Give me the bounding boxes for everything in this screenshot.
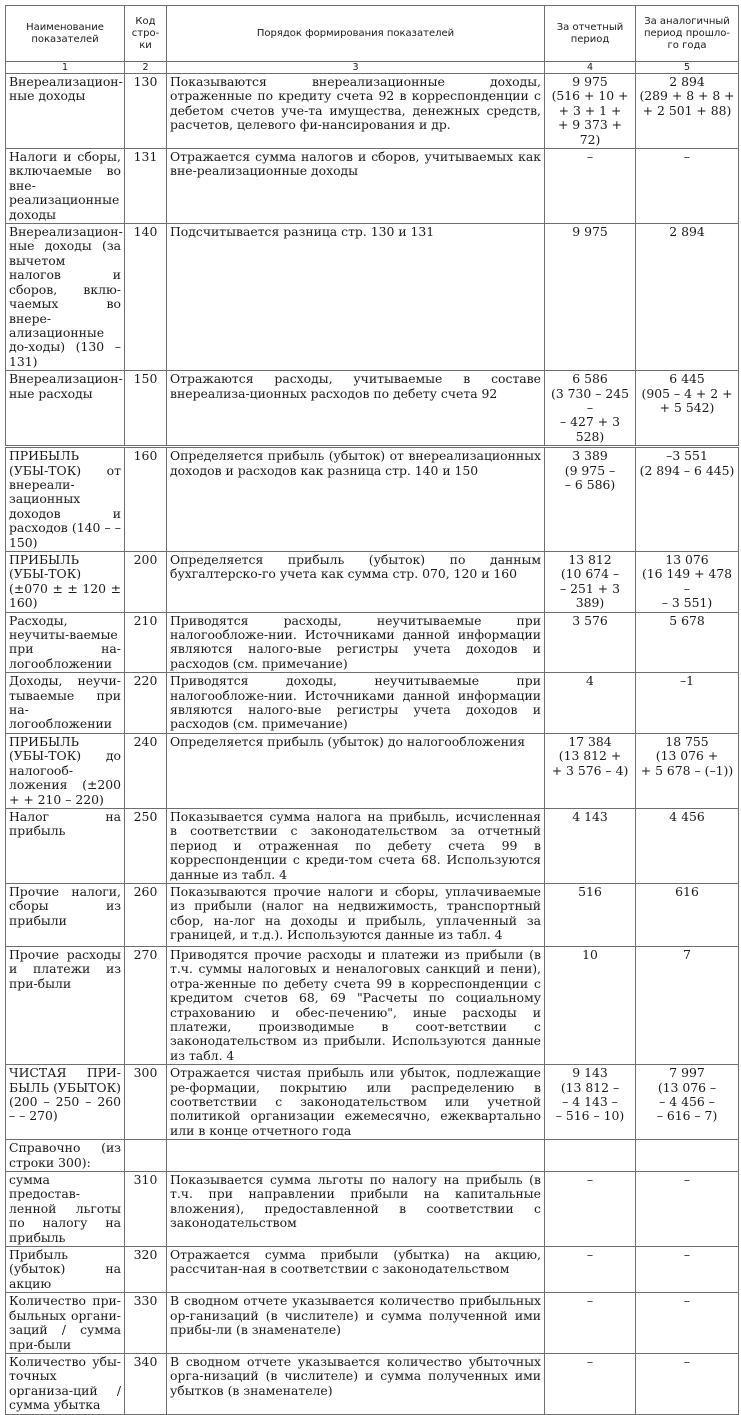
- formation-order-cell: Показываются прочие налоги и сборы, уплачиваемые из прибыли (налог на недвижимость, транспортный сбор, на-лог на доходы и прибыль, уплаченный за границей, и т.д.). Используются данные из табл. 4: [167, 883, 545, 946]
- indicator-name-cell: Прибыль (убыток) на акцию: [6, 1247, 125, 1293]
- current-period-value-cell: –: [545, 149, 636, 224]
- table-row: [6, 224, 739, 371]
- line-code-cell: 150: [125, 371, 167, 447]
- line-code-cell: 260: [125, 883, 167, 946]
- previous-period-value-cell: 2 894 (289 + 8 + 8 + + 2 501 + 88): [636, 74, 739, 149]
- formation-order-cell: [167, 1140, 545, 1172]
- previous-period-value-cell: –: [636, 1247, 739, 1293]
- formation-order-cell: Приводятся доходы, неучитываемые при налогообложе-нии. Источниками данной информации являются налого-вые регистры учета доходов и расходов (см. примечание): [167, 673, 545, 734]
- column-number-row: [6, 62, 739, 74]
- current-period-value-cell: –: [545, 1247, 636, 1293]
- indicator-name-cell: Налог на прибыль: [6, 808, 125, 883]
- previous-period-value-cell: 7 997 (13 076 – – 4 456 – – 616 – 7): [636, 1065, 739, 1140]
- indicator-name-cell: Доходы, неучи-тываемые при на-логообложении: [6, 673, 125, 734]
- header-line-code: Код стро-ки: [125, 6, 167, 62]
- previous-period-value-cell: [636, 1140, 739, 1172]
- formation-order-cell: Показывается сумма льготы по налогу на прибыль (в т.ч. при направлении прибыли на капитальные вложения), предоставленной в соответствии с законодательством: [167, 1172, 545, 1247]
- column-number: 5: [636, 62, 739, 74]
- formation-order-cell: Отражается сумма прибыли (убытка) на акцию, рассчитан-ная в соответствии с законодательством: [167, 1247, 545, 1293]
- previous-period-value-cell: 2 894: [636, 224, 739, 371]
- previous-period-value-cell: –1: [636, 673, 739, 734]
- column-number: 4: [545, 62, 636, 74]
- previous-period-value-cell: 6 445 (905 – 4 + 2 + + 5 542): [636, 371, 739, 447]
- table-row: [6, 946, 739, 1064]
- line-code-cell: 250: [125, 808, 167, 883]
- indicator-name-cell: Прочие расходы и платежи из при-были: [6, 946, 125, 1064]
- current-period-value-cell: –: [545, 1293, 636, 1354]
- header-formation-order: Порядок формирования показателей: [167, 6, 545, 62]
- table-row: [6, 673, 739, 734]
- indicator-name-cell: Количество убы-точных организа-ций / сумма убытка: [6, 1353, 125, 1414]
- current-period-value-cell: 3 389 (9 975 – – 6 586): [545, 447, 636, 552]
- indicator-name-cell: Прочие налоги, сборы из прибыли: [6, 883, 125, 946]
- header-row: [6, 6, 739, 62]
- previous-period-value-cell: 18 755 (13 076 + + 5 678 – (–1)): [636, 733, 739, 808]
- line-code-cell: 270: [125, 946, 167, 1064]
- current-period-value-cell: 4 143: [545, 808, 636, 883]
- table-row: [6, 1353, 739, 1414]
- table-row: [6, 74, 739, 149]
- header-current-period: За отчетный период: [545, 6, 636, 62]
- indicator-name-cell: ПРИБЫЛЬ (УБЫ-ТОК) (±070 ± ± 120 ± 160): [6, 552, 125, 613]
- line-code-cell: 300: [125, 1065, 167, 1140]
- table-row: [6, 733, 739, 808]
- report-document: [5, 5, 738, 1415]
- formation-order-cell: В сводном отчете указывается количество прибыльных ор-ганизаций (в числителе) и сумма полученной ими прибы-ли (в знаменателе): [167, 1293, 545, 1354]
- formation-order-cell: Определяется прибыль (убыток) до налогообложения: [167, 733, 545, 808]
- formation-order-cell: Отражаются расходы, учитываемые в составе внереализа-ционных расходов по дебету счета 92: [167, 371, 545, 447]
- formation-order-cell: Показываются внереализационные доходы, отраженные по кредиту счета 92 в корреспонденции с дебетом счетов уче-та имущества, денежных средств, расчетов, целевого фи-нансирования и др.: [167, 74, 545, 149]
- previous-period-value-cell: –: [636, 149, 739, 224]
- table-row: [6, 1247, 739, 1293]
- formation-order-cell: Отражается чистая прибыль или убыток, подлежащие ре-формации, покрытию или распределению в соответствии с законодательством или учетной политикой организации ежемесячно, ежеквартально или в конце отчетного года: [167, 1065, 545, 1140]
- formation-order-cell: Приводятся расходы, неучитываемые при налогообложе-нии. Источниками данной информации являются налого-вые регистры учета доходов и расходов (см. примечание): [167, 612, 545, 673]
- header-previous-period: За аналогичный период прошло-го года: [636, 6, 739, 62]
- table-row: [6, 371, 739, 447]
- line-code-cell: 200: [125, 552, 167, 613]
- table-row: [6, 883, 739, 946]
- line-code-cell: 131: [125, 149, 167, 224]
- indicator-name-cell: Внереализацион-ные доходы (за вычетом налогов и сборов, вклю-чаемых во внере-ализационные до-ходы) (130 – 131): [6, 224, 125, 371]
- current-period-value-cell: 10: [545, 946, 636, 1064]
- formation-order-cell: В сводном отчете указывается количество убыточных орга-низаций (в числителе) и сумма полученных ими убытков (в знаменателе): [167, 1353, 545, 1414]
- current-period-value-cell: 6 586 (3 730 – 245 – – 427 + 3 528): [545, 371, 636, 447]
- formation-order-cell: Приводятся прочие расходы и платежи из прибыли (в т.ч. суммы налоговых и неналоговых санкций и пени), отра-женные по дебету счета 99 в корреспонденции с кредитом счетов 68, 69 "Расчеты по социальному страхованию и обес-печению", иные расходы и платежи, производимые в соот-ветствии с законодательством из прибыли. Используются данные из табл. 4: [167, 946, 545, 1064]
- column-number: 2: [125, 62, 167, 74]
- line-code-cell: 340: [125, 1353, 167, 1414]
- previous-period-value-cell: –: [636, 1293, 739, 1354]
- current-period-value-cell: –: [545, 1353, 636, 1414]
- current-period-value-cell: 13 812 (10 674 – – 251 + 3 389): [545, 552, 636, 613]
- previous-period-value-cell: 13 076 (16 149 + 478 – – 3 551): [636, 552, 739, 613]
- line-code-cell: 130: [125, 74, 167, 149]
- indicator-name-cell: ПРИБЫЛЬ (УБЫ-ТОК) до налогооб-ложения (±200 + + 210 – 220): [6, 733, 125, 808]
- indicator-name-cell: Расходы, неучиты-ваемые при на-логообложении: [6, 612, 125, 673]
- current-period-value-cell: 9 143 (13 812 – – 4 143 – – 516 – 10): [545, 1065, 636, 1140]
- previous-period-value-cell: 4 456: [636, 808, 739, 883]
- indicator-name-cell: Внереализацион-ные доходы: [6, 74, 125, 149]
- formation-order-cell: Отражается сумма налогов и сборов, учитываемых как вне-реализационные доходы: [167, 149, 545, 224]
- current-period-value-cell: 4: [545, 673, 636, 734]
- current-period-value-cell: 3 576: [545, 612, 636, 673]
- line-code-cell: 330: [125, 1293, 167, 1354]
- profit-report-table: [5, 5, 739, 1415]
- table-row: [6, 149, 739, 224]
- indicator-name-cell: ЧИСТАЯ ПРИ-БЫЛЬ (УБЫТОК) (200 – 250 – 260 – – 270): [6, 1065, 125, 1140]
- previous-period-value-cell: 7: [636, 946, 739, 1064]
- table-row: [6, 447, 739, 552]
- current-period-value-cell: 9 975: [545, 224, 636, 371]
- current-period-value-cell: 9 975 (516 + 10 + + 3 + 1 + + 9 373 + 72): [545, 74, 636, 149]
- line-code-cell: [125, 1140, 167, 1172]
- table-row: [6, 1172, 739, 1247]
- previous-period-value-cell: –: [636, 1353, 739, 1414]
- previous-period-value-cell: –3 551 (2 894 – 6 445): [636, 447, 739, 552]
- previous-period-value-cell: 616: [636, 883, 739, 946]
- table-row: [6, 808, 739, 883]
- line-code-cell: 240: [125, 733, 167, 808]
- column-number: 3: [167, 62, 545, 74]
- header-indicator-name: Наименование показателей: [6, 6, 125, 62]
- table-row: [6, 552, 739, 613]
- indicator-name-cell: сумма предостав-ленной льготы по налогу на прибыль: [6, 1172, 125, 1247]
- current-period-value-cell: 516: [545, 883, 636, 946]
- current-period-value-cell: [545, 1140, 636, 1172]
- formation-order-cell: Определяется прибыль (убыток) по данным бухгалтерско-го учета как сумма стр. 070, 120 и 160: [167, 552, 545, 613]
- line-code-cell: 160: [125, 447, 167, 552]
- indicator-name-cell: Количество при-быльных органи-заций / сумма при-были: [6, 1293, 125, 1354]
- formation-order-cell: Показывается сумма налога на прибыль, исчисленная в соответствии с законодательством за отчетный период и отраженная по дебету счета 99 в корреспонденции с креди-том счета 68. Используются данные из табл. 4: [167, 808, 545, 883]
- formation-order-cell: Подсчитывается разница стр. 130 и 131: [167, 224, 545, 371]
- current-period-value-cell: –: [545, 1172, 636, 1247]
- indicator-name-cell: Справочно (из строки 300):: [6, 1140, 125, 1172]
- table-row: [6, 1293, 739, 1354]
- previous-period-value-cell: 5 678: [636, 612, 739, 673]
- indicator-name-cell: Внереализацион-ные расходы: [6, 371, 125, 447]
- line-code-cell: 210: [125, 612, 167, 673]
- table-row: [6, 612, 739, 673]
- table-row: [6, 1140, 739, 1172]
- indicator-name-cell: Налоги и сборы, включаемые во вне-реализационные доходы: [6, 149, 125, 224]
- current-period-value-cell: 17 384 (13 812 + + 3 576 – 4): [545, 733, 636, 808]
- line-code-cell: 220: [125, 673, 167, 734]
- formation-order-cell: Определяется прибыль (убыток) от внереализационных доходов и расходов как разница стр. 140 и 150: [167, 447, 545, 552]
- line-code-cell: 310: [125, 1172, 167, 1247]
- previous-period-value-cell: –: [636, 1172, 739, 1247]
- table-row: [6, 1065, 739, 1140]
- line-code-cell: 320: [125, 1247, 167, 1293]
- line-code-cell: 140: [125, 224, 167, 371]
- indicator-name-cell: ПРИБЫЛЬ (УБЫ-ТОК) от внереали-зационных доходов и расходов (140 – – 150): [6, 447, 125, 552]
- column-number: 1: [6, 62, 125, 74]
